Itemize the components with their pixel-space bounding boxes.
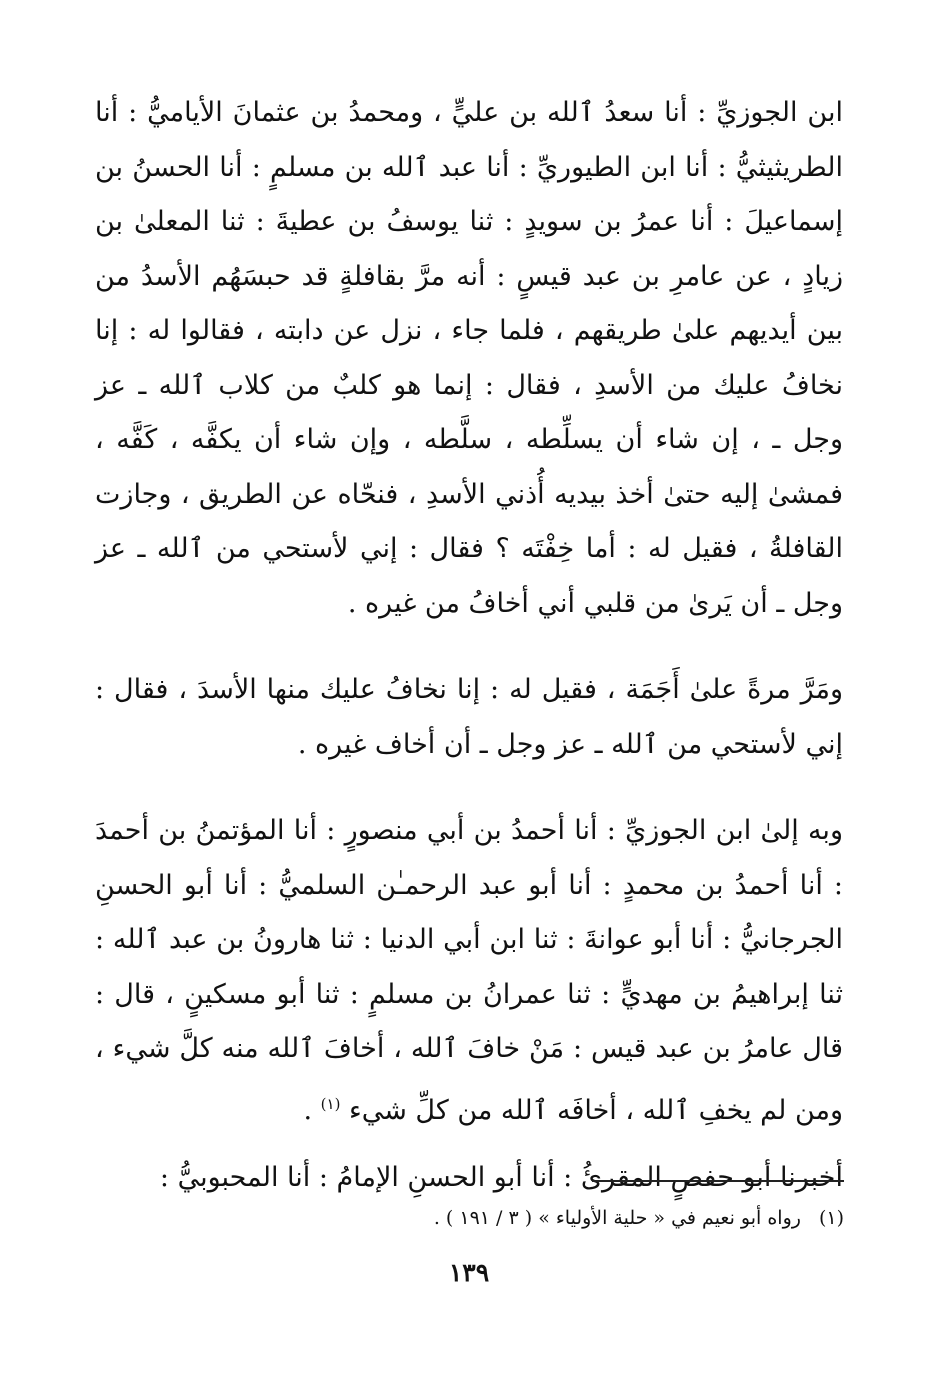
paragraph-3-end: .: [303, 1094, 321, 1126]
paragraph-4: أخبرنا أبو حفصٍ المقرئُ : أنا أبو الحسنِ الإمامُ : أنا المحبوبيُّ :: [159, 1162, 843, 1193]
footnote-reference[interactable]: (١): [320, 1094, 341, 1113]
footnote-number: (١): [818, 1207, 844, 1229]
paragraph-1: ابن الجوزيِّ : أنا سعدُ ٱلله بن عليٍّ ، ومحمدُ بن عثمانَ الأياميُّ : أنا الطريثيثيُّ : أنا ابن الطيوريِّ : أنا عبد ٱلله بن مسلمٍ : أنا الحسنُ بن إسماعيلَ : أنا عمرُ بن سويدٍ : ثنا يوسفُ بن عطيةَ : ثنا المعلىٰ بن زيادٍ ، عن عامرِ بن عبد قيسٍ : أنه مرَّ بقافلةٍ قد حبسَهُم الأسدُ من بين أيديهم علىٰ طريقهم ، فلما جاء ، نزل عن دابته ، فقالوا له : إنا نخافُ عليك من الأسدِ ، فقال : إنما هو كلبٌ من كلاب ٱلله ـ عز وجل ـ ، إن شاء أن يسلِّطه ، سلَّطه ، وإن شاء أن يكفَّه ، كَفَّه ، فمشىٰ إليه حتىٰ أخذ بيديه أُذني الأسدِ ، فنحّاه عن الطريق ، وجازت القافلةُ ، فقيل له : أما خِفْتَه ؟ فقال : إني لأستحي من ٱلله ـ عز وجل ـ أن يَرىٰ من قلبي أني أخافُ من غيره .: [95, 97, 843, 619]
paragraph-3: [95, 804, 843, 1131]
footnote: [94, 1203, 844, 1233]
page-number: ١٣٩: [448, 1258, 490, 1287]
footnote-text: رواه أبو نعيم في « حلية الأولياء » ( ٣ / ١٩١ ) .: [433, 1207, 801, 1229]
paragraph-3-text: وبه إلىٰ ابن الجوزيِّ : أنا أحمدُ بن أبي منصورٍ : أنا المؤتمنُ بن أحمدَ : أنا أحمدُ بن محمدٍ : أنا أبو عبد الرحمـٰن السلميُّ : أنا أبو الحسنِ الجرجانيُّ : أنا أبو عوانةَ : ثنا ابن أبي الدنيا : ثنا هارونُ بن عبد ٱلله : ثنا إبراهيمُ بن مهديٍّ : ثنا عمرانُ بن مسلمٍ : ثنا أبو مسكينٍ ، قال : قال عامرُ بن عبد قيس : مَنْ خافَ ٱلله ، أخافَ ٱلله منه كلَّ شيء ، ومن لم يخفِ ٱلله ، أخافَه ٱلله من كلِّ شيء: [95, 815, 843, 1126]
paragraph-2: ومَرَّ مرةً علىٰ أَجَمَة ، فقيل له : إنا نخافُ عليك منها الأسدَ ، فقال : إني لأستحي من ٱلله ـ عز وجل ـ أن أخاف غيره .: [95, 674, 843, 760]
footnote-divider: [592, 1180, 844, 1182]
